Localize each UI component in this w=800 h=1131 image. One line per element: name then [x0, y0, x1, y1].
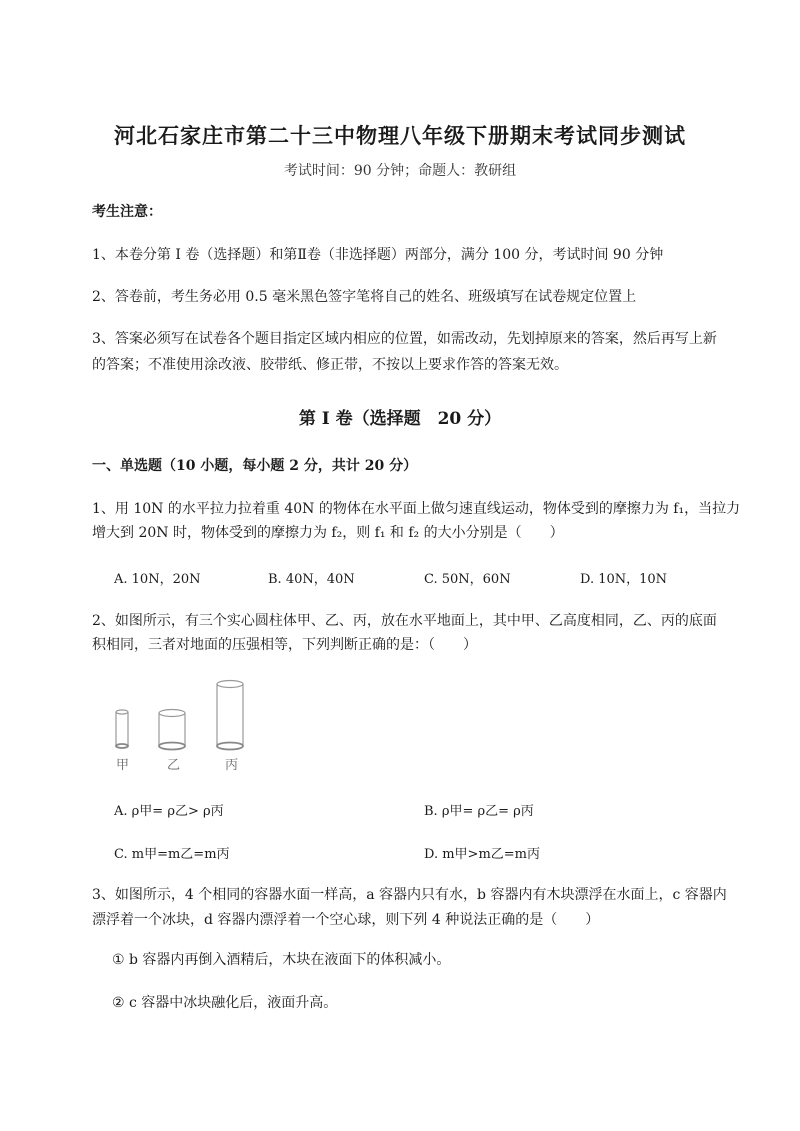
notice-heading: 考生注意： [92, 204, 162, 220]
q1-option-b: B. 40N，40N [268, 572, 355, 587]
q1-option-a: A. 10N，20N [114, 572, 201, 587]
q2-option-d: D. m甲>m乙=m丙 [424, 847, 540, 862]
section-title: 第 I 卷（选择题 20 分） [298, 409, 502, 429]
q3-statement: ① b 容器内再倒入酒精后，木块在液面下的体积减小。 [112, 952, 451, 968]
q2-option-a: A. ρ甲= ρ乙> ρ丙 [114, 804, 224, 819]
q2-option-b: B. ρ甲= ρ乙= ρ丙 [424, 804, 534, 819]
figure-label-bing: 丙 [225, 758, 239, 773]
notice-item: 1、本卷分第 I 卷（选择题）和第Ⅱ卷（非选择题）两部分，满分 100 分，考试时间 90 分钟 [92, 247, 664, 263]
notice-item: 3、答案必须写在试卷各个题目指定区域内相应的位置，如需改动，先划掉原来的答案，然后再写上新 [92, 331, 717, 347]
question-2-line: 积相同，三者对地面的压强相等，下列判断正确的是：（ ） [92, 637, 477, 653]
q1-option-c: C. 50N，60N [424, 572, 511, 587]
question-1-line: 1、用 10N 的水平拉力拉着重 40N 的物体在水平面上做匀速直线运动，物体受到的摩擦力为 f₁，当拉力 [92, 501, 741, 517]
q2-option-c: C. m甲=m乙=m丙 [114, 847, 230, 862]
question-1-line: 增大到 20N 时，物体受到的摩擦力为 f₂，则 f₁ 和 f₂ 的大小分别是（ ） [92, 525, 564, 541]
q3-statement: ② c 容器中冰块融化后，液面升高。 [112, 995, 338, 1011]
q1-option-d: D. 10N，10N [580, 572, 668, 587]
figure-label-yi: 乙 [167, 758, 181, 773]
cylinders-figure [108, 676, 268, 776]
cylinder-bing [217, 681, 243, 750]
notice-item: 2、答卷前，考生务必用 0.5 毫米黑色签字笔将自己的姓名、班级填写在试卷规定位置上 [92, 289, 637, 305]
figure-label-jia: 甲 [116, 758, 130, 773]
part-heading: 一、单选题（10 小题，每小题 2 分，共计 20 分） [92, 458, 418, 474]
question-2-line: 2、如图所示，有三个实心圆柱体甲、乙、丙，放在水平地面上，其中甲、乙高度相同，乙、丙的底面 [92, 613, 717, 629]
page-subtitle: 考试时间：90 分钟；命题人：教研组 [283, 163, 517, 179]
notice-item: 的答案；不准使用涂改液、胶带纸、修正带，不按以上要求作答的答案无效。 [92, 357, 568, 373]
page-title: 河北石家庄市第二十三中物理八年级下册期末考试同步测试 [114, 123, 686, 148]
cylinder-jia [116, 710, 128, 748]
cylinder-yi [159, 710, 185, 750]
question-3-line: 漂浮着一个冰块，d 容器内漂浮着一个空心球，则下列 4 种说法正确的是（ ） [92, 912, 600, 928]
question-3-line: 3、如图所示，4 个相同的容器水面一样高，a 容器内只有水，b 容器内有木块漂浮在水面上，c 容器内 [92, 887, 727, 903]
